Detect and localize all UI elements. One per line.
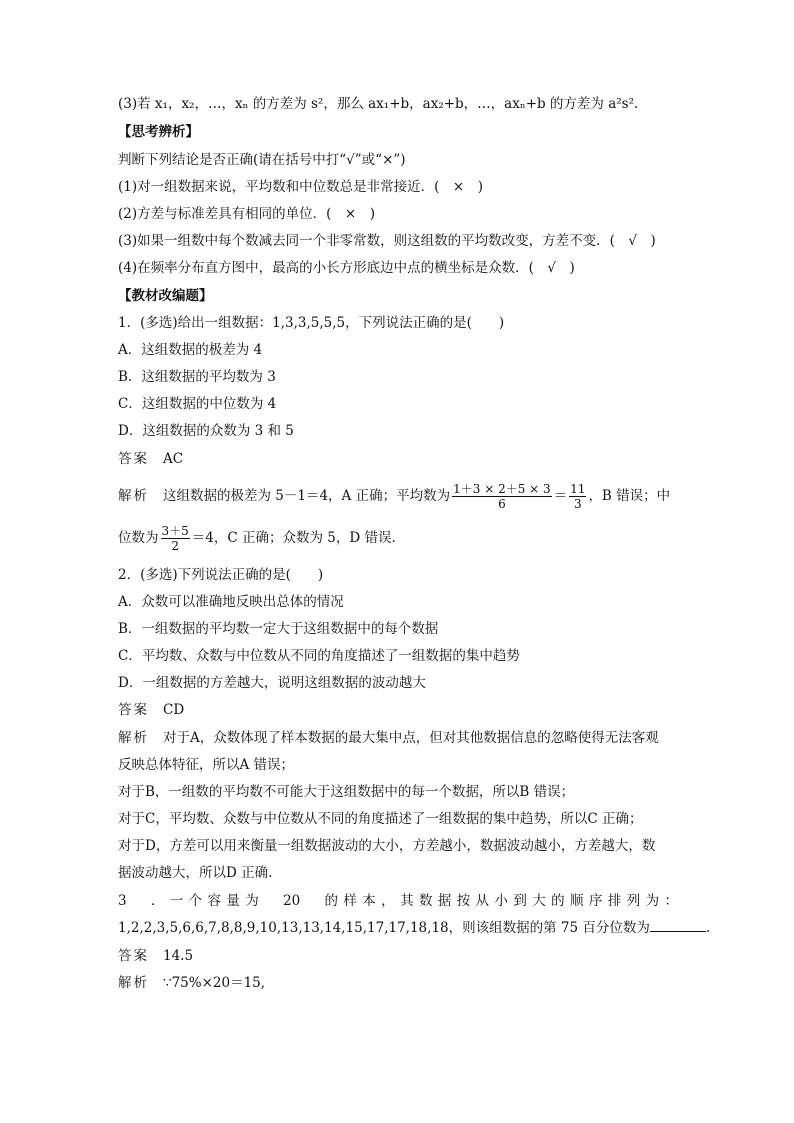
analysis-text: ∵75%×20＝15, — [163, 975, 266, 991]
q2-option-a: A．众数可以准确地反映出总体的情况 — [118, 594, 344, 610]
q2-stem: 2．(多选)下列说法正确的是( ) — [118, 567, 324, 583]
analysis-label: 解析 — [118, 488, 149, 504]
q3-analysis — [118, 973, 265, 993]
q1-option-b: B．这组数据的平均数为 3 — [118, 369, 276, 385]
fraction-denominator: 6 — [498, 497, 506, 511]
equals-sign: ＝ — [553, 488, 568, 504]
q2-analysis-line-6: 据波动越大，所以D 正确. — [118, 865, 273, 881]
fraction-numerator: 3＋5 — [161, 524, 189, 538]
q2-analysis-line-4: 对于C，平均数、众数与中位数从不同的角度描述了一组数据的集中趋势，所以C 正确； — [118, 811, 643, 827]
answer-label: 答案 — [118, 451, 149, 467]
q1-stem: 1．(多选)给出一组数据：1,3,3,5,5,5，下列说法正确的是( ) — [118, 315, 505, 331]
fraction-result — [569, 482, 586, 511]
fraction-denominator: 3 — [573, 497, 582, 511]
q1-analysis-line-2 — [118, 524, 396, 553]
think-item-2: (2)方差与标准差具有相同的单位．( × ) — [118, 206, 375, 222]
answer-label: 答案 — [118, 702, 149, 718]
q1-analysis-line-1 — [118, 482, 670, 511]
fraction-numerator: 11 — [570, 482, 586, 496]
q3-stem-end: . — [705, 920, 711, 936]
analysis-text: 对于A，众数体现了样本数据的最大集中点，但对其他数据信息的忽略使得无法客观 — [163, 730, 659, 746]
think-header: 【思考辨析】 — [118, 124, 199, 140]
analysis-text: ＝4，C 正确；众数为 5，D 错误. — [191, 530, 396, 546]
fraction-median — [161, 524, 190, 553]
textbook-header: 【教材改编题】 — [118, 288, 213, 304]
think-item-3: (3)如果一组数中每个数减去同一个非零常数，则这组数的平均数改变，方差不变．( √ ) — [118, 233, 656, 249]
q1-option-c: C．这组数据的中位数为 4 — [118, 396, 277, 412]
q3-answer — [118, 946, 193, 966]
fraction-denominator: 2 — [171, 539, 179, 553]
q2-analysis-line-5: 对于D，方差可以用来衡量一组数据波动的大小，方差越小，数据波动越小，方差越大，数 — [118, 838, 656, 854]
answer-label: 答案 — [118, 948, 149, 964]
q3-stem-text: 1,2,2,3,5,6,6,7,8,8,9,10,13,13,14,15,17,17,18,18，则该组数据的第 75 百分位数为 — [118, 920, 650, 936]
analysis-label: 解析 — [118, 730, 149, 746]
q2-option-d: D．一组数据的方差越大，说明这组数据的波动越大 — [118, 675, 426, 691]
analysis-text: ，B 错误；中 — [588, 488, 671, 504]
q1-option-d: D．这组数据的众数为 3 和 5 — [118, 423, 294, 439]
q3-stem-line-2 — [118, 918, 710, 938]
q3-stem-line-1: 3 ．一个容量为 20 的样本，其数据按从小到大的顺序排列为： — [118, 893, 678, 909]
q2-option-b: B．一组数据的平均数一定大于这组数据中的每个数据 — [118, 621, 439, 637]
analysis-label: 解析 — [118, 975, 149, 991]
fraction-numerator: 1＋3 × 2＋5 × 3 — [453, 482, 551, 496]
answer-value: 14.5 — [163, 948, 194, 964]
q2-analysis-line-1 — [118, 728, 659, 748]
property-3: (3)若 x₁，x₂，…，xₙ 的方差为 s²，那么 ax₁+b，ax₂+b，…，axₙ+b 的方差为 a²s². — [118, 96, 639, 112]
q2-analysis-line-2: 反映总体特征，所以A 错误； — [118, 757, 295, 773]
analysis-text: 位数为 — [118, 530, 159, 546]
q2-analysis-line-3: 对于B，一组数的平均数不可能大于这组数据中的每一个数据，所以B 错误； — [118, 784, 575, 800]
q2-answer — [118, 700, 184, 720]
answer-blank — [650, 919, 706, 932]
q2-option-c: C．平均数、众数与中位数从不同的角度描述了一组数据的集中趋势 — [118, 648, 520, 664]
fraction-mean — [452, 482, 552, 511]
q1-option-a: A．这组数据的极差为 4 — [118, 342, 263, 358]
think-item-1: (1)对一组数据来说，平均数和中位数总是非常接近．( × ) — [118, 179, 483, 195]
think-intro: 判断下列结论是否正确(请在括号中打“√”或“×”) — [118, 152, 406, 168]
analysis-text: 这组数据的极差为 5－1＝4，A 正确；平均数为 — [163, 488, 451, 504]
answer-value: AC — [163, 451, 184, 467]
q1-answer — [118, 449, 183, 469]
answer-value: CD — [163, 702, 185, 718]
think-item-4: (4)在频率分布直方图中，最高的小长方形底边中点的横坐标是众数．( √ ) — [118, 260, 575, 276]
